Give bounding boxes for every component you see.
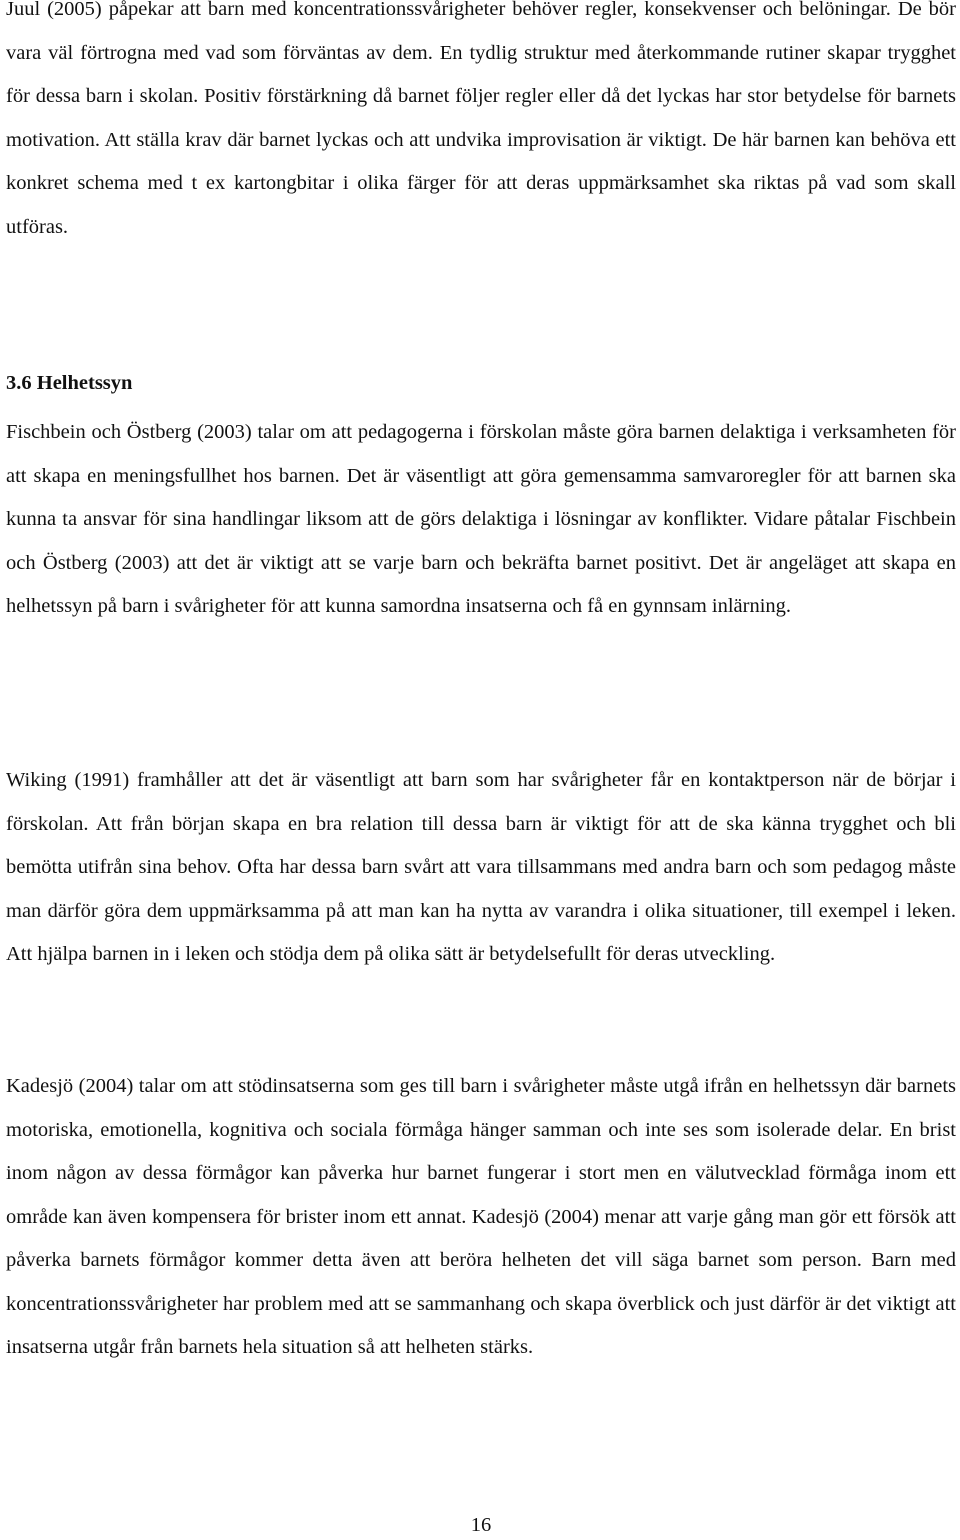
paragraph-juul: Juul (2005) påpekar att barn med koncentrationssvårigheter behöver regler, konsekvenser och belöningar. De bör vara väl förtrogna med vad som förväntas av dem. En tydlig struktur med återkommande rutiner skapar trygghet för dessa barn i skolan. Positiv förstärkning då barnet följer regler eller då det lyckas har stor betydelse för barnets motivation. Att ställa krav där barnet lyckas och att undvika improvisation är viktigt. De här barnen kan behöva ett konkret schema med t ex kartongbitar i olika färger för att deras uppmärksamhet ska riktas på vad som skall utföras. — [6, 0, 956, 238]
paragraph-fischbein: Fischbein och Östberg (2003) talar om att pedagogerna i förskolan måste göra barnen delaktiga i verksamheten för att skapa en meningsfullhet hos barnen. Det är väsentligt att göra gemensamma samvaroregler för att barnen ska kunna ta ansvar för sina handlingar liksom att de görs delaktiga i lösningar av konflikter. Vidare påtalar Fischbein och Östberg (2003) att det är viktigt att se varje barn och bekräfta barnet positivt. Det är angeläget att skapa en helhetssyn på barn i svårigheter för att kunna samordna insatserna och få en gynnsam inlärning. — [6, 421, 956, 617]
section-heading: 3.6 Helhetssyn — [6, 372, 133, 394]
page-number: 16 — [470, 1514, 492, 1536]
paragraph-wiking: Wiking (1991) framhåller att det är väsentligt att barn som har svårigheter får en kontaktperson när de börjar i förskolan. Att från början skapa en bra relation till dessa barn är viktigt för att de ska känna trygghet och bli bemötta utifrån sina behov. Ofta har dessa barn svårt att vara tillsammans med andra barn och som pedagog måste man därför göra dem uppmärksamma på att man kan ha nytta av varandra i olika situationer, till exempel i leken. Att hjälpa barnen in i leken och stödja dem på olika sätt är betydelsefullt för deras utveckling. — [6, 769, 956, 965]
paragraph-kadesjo: Kadesjö (2004) talar om att stödinsatserna som ges till barn i svårigheter måste utgå ifrån en helhetssyn där barnets motoriska, emotionella, kognitiva och sociala förmåga hänger samman och inte ses som isolerade delar. En brist inom någon av dessa förmågor kan påverka hur barnet fungerar i stort men en välutvecklad förmåga inom ett område kan även kompensera för brister inom ett annat. Kadesjö (2004) menar att varje gång man gör ett försök att påverka barnets förmågor kommer detta även att beröra helheten det vill säga barnet som person. Barn med koncentrationssvårigheter har problem med att se sammanhang och skapa överblick och just därför är det viktigt att insatserna utgår från barnets hela situation så att helheten stärks. — [6, 1075, 956, 1358]
